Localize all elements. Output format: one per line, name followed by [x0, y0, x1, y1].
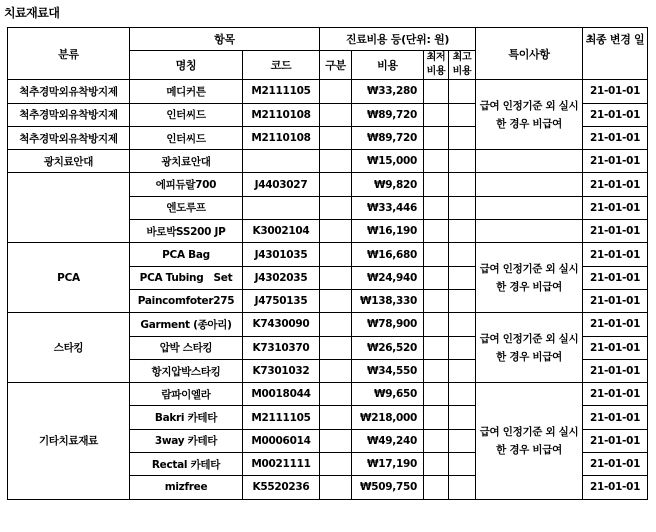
row-category: 척추경막외유착방지제	[8, 80, 130, 103]
note-cell: 급여 인정기준 외 실시한 경우 비급여	[476, 383, 583, 499]
row-type	[320, 150, 352, 173]
row-name: Garment (종아리)	[130, 313, 243, 336]
header-fee: 진료비용 등(단위: 원)	[320, 28, 476, 51]
row-code: M2111105	[243, 80, 320, 103]
row-code: M0006014	[243, 429, 320, 452]
header-item: 항목	[130, 28, 320, 51]
row-cost: ₩218,000	[352, 406, 424, 429]
row-type	[320, 289, 352, 312]
row-max	[449, 453, 476, 476]
row-name: 3way 카테타	[130, 429, 243, 452]
row-date: 21-01-01	[583, 220, 648, 243]
row-name: Paincomfoter275	[130, 289, 243, 312]
row-min	[424, 243, 449, 266]
table-row	[8, 243, 648, 266]
row-code: J4750135	[243, 289, 320, 312]
row-category: 척추경막외유착방지제	[8, 103, 130, 126]
row-cost: ₩89,720	[352, 103, 424, 126]
row-name: 인터씨드	[130, 126, 243, 149]
row-date: 21-01-01	[583, 313, 648, 336]
row-date: 21-01-01	[583, 243, 648, 266]
row-code: K3002104	[243, 220, 320, 243]
row-category: 기타치료재료	[8, 383, 130, 499]
table-row	[8, 173, 648, 196]
row-max	[449, 289, 476, 312]
row-date: 21-01-01	[583, 80, 648, 103]
row-code: M0018044	[243, 383, 320, 406]
row-min	[424, 359, 449, 382]
row-remarks	[476, 196, 583, 219]
row-category: 스타킹	[8, 313, 130, 383]
row-date: 21-01-01	[583, 476, 648, 499]
header-last-changed: 최종 변경 일	[583, 28, 648, 51]
row-name: mizfree	[130, 476, 243, 499]
row-max	[449, 406, 476, 429]
header-cost: 비용	[352, 51, 424, 80]
row-code: K5520236	[243, 476, 320, 499]
row-max	[449, 429, 476, 452]
row-type	[320, 476, 352, 499]
row-name: 엔도루프	[130, 196, 243, 219]
row-min	[424, 476, 449, 499]
note-cell: 급여 인정기준 외 실시한 경우 비급여	[476, 243, 583, 313]
row-name: Rectal 카테타	[130, 453, 243, 476]
row-name: Bakri 카테타	[130, 406, 243, 429]
row-min	[424, 196, 449, 219]
row-min	[424, 336, 449, 359]
row-name: 광치료안대	[130, 150, 243, 173]
row-cost: ₩33,446	[352, 196, 424, 219]
row-date: 21-01-01	[583, 103, 648, 126]
row-code: K7301032	[243, 359, 320, 382]
row-remarks	[476, 173, 583, 196]
row-min	[424, 406, 449, 429]
row-type	[320, 220, 352, 243]
row-cost: ₩9,650	[352, 383, 424, 406]
row-cost: ₩15,000	[352, 150, 424, 173]
row-min	[424, 103, 449, 126]
row-name: 에피듀랄700	[130, 173, 243, 196]
row-cost: ₩34,550	[352, 359, 424, 382]
row-type	[320, 453, 352, 476]
row-date: 21-01-01	[583, 359, 648, 382]
row-name: PCA Bag	[130, 243, 243, 266]
row-min	[424, 289, 449, 312]
row-min	[424, 220, 449, 243]
note-cell: 급여 인정기준 외 실시한 경우 비급여	[476, 80, 583, 150]
row-min	[424, 453, 449, 476]
row-date: 21-01-01	[583, 266, 648, 289]
row-max	[449, 266, 476, 289]
row-type	[320, 336, 352, 359]
row-name: 항지압박스타킹	[130, 359, 243, 382]
row-type	[320, 429, 352, 452]
row-name: 압박 스타킹	[130, 336, 243, 359]
row-code: J4301035	[243, 243, 320, 266]
row-name: 메디커튼	[130, 80, 243, 103]
row-min	[424, 126, 449, 149]
header-remarks: 특이사항	[476, 28, 583, 80]
row-min	[424, 429, 449, 452]
row-cost: ₩138,330	[352, 289, 424, 312]
row-code	[243, 196, 320, 219]
row-max	[449, 383, 476, 406]
row-cost: ₩16,190	[352, 220, 424, 243]
table-row	[8, 80, 648, 103]
row-type	[320, 80, 352, 103]
row-code: J4302035	[243, 266, 320, 289]
row-name: 인터씨드	[130, 103, 243, 126]
row-code: K7310370	[243, 336, 320, 359]
row-max	[449, 196, 476, 219]
header-max-cost: 최고 비용	[449, 51, 476, 80]
row-date: 21-01-01	[583, 383, 648, 406]
row-cost: ₩78,900	[352, 313, 424, 336]
row-type	[320, 196, 352, 219]
row-code: M2110108	[243, 103, 320, 126]
row-max	[449, 313, 476, 336]
row-cost: ₩9,820	[352, 173, 424, 196]
row-type	[320, 383, 352, 406]
table-row	[8, 150, 648, 173]
row-max	[449, 359, 476, 382]
row-date: 21-01-01	[583, 336, 648, 359]
treatment-materials-table	[7, 27, 648, 500]
header-type: 구분	[320, 51, 352, 80]
row-type	[320, 126, 352, 149]
row-type	[320, 266, 352, 289]
header-min-cost: 최저 비용	[424, 51, 449, 80]
row-name: PCA Tubing Set	[130, 266, 243, 289]
row-cost: ₩26,520	[352, 336, 424, 359]
row-max	[449, 476, 476, 499]
row-cost: ₩509,750	[352, 476, 424, 499]
row-max	[449, 336, 476, 359]
header-code: 코드	[243, 51, 320, 80]
row-type	[320, 406, 352, 429]
row-min	[424, 266, 449, 289]
row-cost: ₩17,190	[352, 453, 424, 476]
row-max	[449, 80, 476, 103]
row-remarks	[476, 150, 583, 173]
row-code: M2111105	[243, 406, 320, 429]
row-max	[449, 103, 476, 126]
row-max	[449, 220, 476, 243]
row-type	[320, 173, 352, 196]
row-date: 21-01-01	[583, 406, 648, 429]
row-max	[449, 173, 476, 196]
row-name: 람파이엘라	[130, 383, 243, 406]
note-cell: 급여 인정기준 외 실시한 경우 비급여	[476, 313, 583, 383]
page-title: 치료재료대	[4, 6, 60, 20]
row-min	[424, 150, 449, 173]
row-max	[449, 150, 476, 173]
row-cost: ₩49,240	[352, 429, 424, 452]
row-cost: ₩16,680	[352, 243, 424, 266]
row-max	[449, 126, 476, 149]
header-last-changed-cont	[583, 51, 648, 80]
row-date: 21-01-01	[583, 453, 648, 476]
row-type	[320, 313, 352, 336]
row-name: 바로박SS200 JP	[130, 220, 243, 243]
row-date: 21-01-01	[583, 150, 648, 173]
row-code: K7430090	[243, 313, 320, 336]
table-row	[8, 313, 648, 336]
row-code: M0021111	[243, 453, 320, 476]
row-date: 21-01-01	[583, 173, 648, 196]
row-type	[320, 243, 352, 266]
row-date: 21-01-01	[583, 196, 648, 219]
row-type	[320, 103, 352, 126]
row-category-blank	[8, 173, 130, 243]
row-code: M2110108	[243, 126, 320, 149]
row-date: 21-01-01	[583, 429, 648, 452]
row-min	[424, 80, 449, 103]
row-date: 21-01-01	[583, 289, 648, 312]
row-cost: ₩89,720	[352, 126, 424, 149]
row-code: J4403027	[243, 173, 320, 196]
row-category: 광치료안대	[8, 150, 130, 173]
row-cost: ₩24,940	[352, 266, 424, 289]
row-category: 척추경막외유착방지제	[8, 126, 130, 149]
row-min	[424, 313, 449, 336]
row-type	[320, 359, 352, 382]
header-name: 명칭	[130, 51, 243, 80]
row-min	[424, 383, 449, 406]
header-category: 분류	[8, 28, 130, 80]
row-cost: ₩33,280	[352, 80, 424, 103]
row-code	[243, 150, 320, 173]
row-remarks	[476, 220, 583, 243]
row-max	[449, 243, 476, 266]
row-date: 21-01-01	[583, 126, 648, 149]
row-min	[424, 173, 449, 196]
row-category: PCA	[8, 243, 130, 313]
table-row	[8, 383, 648, 406]
